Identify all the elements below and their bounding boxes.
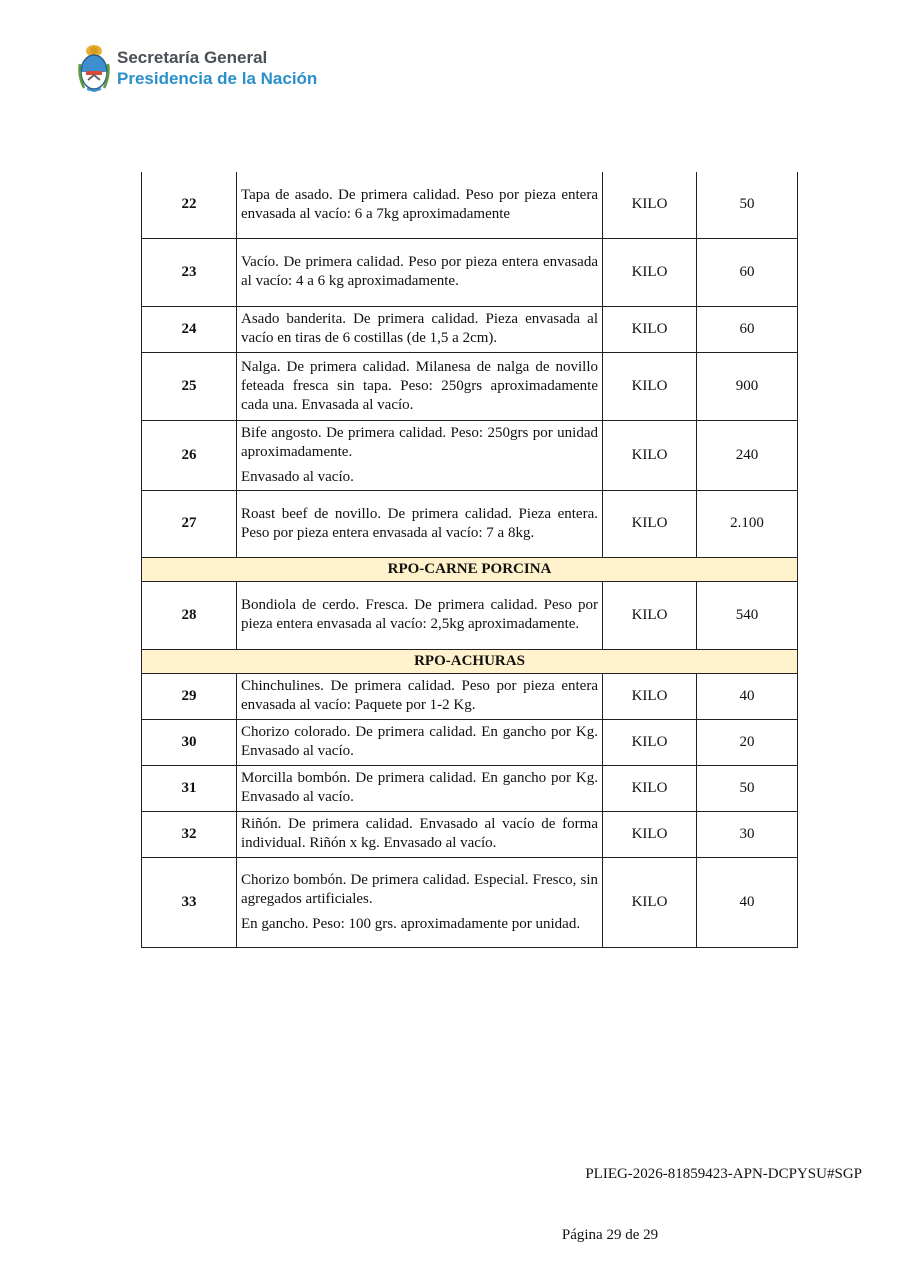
table-row — [142, 857, 798, 947]
item-description — [237, 352, 603, 420]
item-description — [237, 581, 603, 649]
item-unit: KILO — [603, 811, 697, 857]
item-quantity: 60 — [697, 306, 798, 352]
description-paragraph: Chorizo colorado. De primera calidad. En gancho por Kg. Envasado al vacío. — [241, 724, 598, 759]
description-paragraph: Morcilla bombón. De primera calidad. En gancho por Kg. Envasado al vacío. — [241, 770, 598, 805]
item-number: 29 — [142, 673, 237, 719]
header-title: Secretaría General — [117, 48, 268, 67]
item-number: 31 — [142, 765, 237, 811]
item-description — [237, 420, 603, 490]
item-number: 24 — [142, 306, 237, 352]
description-paragraph: Chinchulines. De primera calidad. Peso por pieza entera envasada al vacío: Paquete por 1-2 Kg. — [241, 678, 598, 713]
description-paragraph: En gancho. Peso: 100 grs. aproximadamente por unidad. — [241, 915, 581, 932]
table-row — [142, 172, 798, 238]
table-row — [142, 352, 798, 420]
item-unit: KILO — [603, 719, 697, 765]
description-paragraph: Bondiola de cerdo. Fresca. De primera calidad. Peso por pieza entera envasada al vacío: 2,5kg aproximadamente. — [241, 597, 598, 632]
item-quantity: 20 — [697, 719, 798, 765]
item-number: 23 — [142, 238, 237, 306]
item-description — [237, 490, 603, 557]
item-quantity: 240 — [697, 420, 798, 490]
section-header-row — [142, 557, 798, 581]
section-header-row — [142, 649, 798, 673]
item-unit: KILO — [603, 420, 697, 490]
items-table — [141, 172, 798, 948]
item-quantity: 40 — [697, 673, 798, 719]
item-quantity: 900 — [697, 352, 798, 420]
table-row — [142, 238, 798, 306]
item-unit: KILO — [603, 306, 697, 352]
item-quantity: 30 — [697, 811, 798, 857]
table-row — [142, 490, 798, 557]
table-row — [142, 811, 798, 857]
item-description — [237, 238, 603, 306]
item-number: 28 — [142, 581, 237, 649]
item-quantity: 60 — [697, 238, 798, 306]
item-quantity: 2.100 — [697, 490, 798, 557]
item-quantity: 540 — [697, 581, 798, 649]
description-paragraph: Vacío. De primera calidad. Peso por pieza entera envasada al vacío: 4 a 6 kg aproximadamente. — [241, 254, 598, 289]
item-number: 27 — [142, 490, 237, 557]
item-unit: KILO — [603, 172, 697, 238]
table-row — [142, 306, 798, 352]
description-paragraph: Bife angosto. De primera calidad. Peso: 250grs por unidad aproximadamente. — [241, 424, 598, 460]
table-row — [142, 765, 798, 811]
item-number: 22 — [142, 172, 237, 238]
page-number: Página 29 de 29 — [561, 1227, 659, 1243]
item-number: 26 — [142, 420, 237, 490]
item-number: 32 — [142, 811, 237, 857]
item-unit: KILO — [603, 238, 697, 306]
item-number: 30 — [142, 719, 237, 765]
item-number: 33 — [142, 857, 237, 947]
item-unit: KILO — [603, 490, 697, 557]
description-paragraph: Roast beef de novillo. De primera calidad. Pieza entera. Peso por pieza entera envasada al vacío: 7 a 8kg. — [241, 505, 598, 541]
item-unit: KILO — [603, 352, 697, 420]
section-label: RPO-ACHURAS — [142, 649, 798, 673]
national-coat-of-arms-icon — [78, 44, 110, 92]
item-quantity: 50 — [697, 172, 798, 238]
item-number: 25 — [142, 352, 237, 420]
description-paragraph: Chorizo bombón. De primera calidad. Especial. Fresco, sin agregados artificiales. — [241, 871, 598, 907]
description-paragraph: Nalga. De primera calidad. Milanesa de nalga de novillo feteada fresca sin tapa. Peso: 250grs aproximadamente cada una. Envasada al vacío. — [241, 358, 598, 413]
item-description — [237, 857, 603, 947]
item-description — [237, 719, 603, 765]
header-subtitle: Presidencia de la Nación — [117, 69, 318, 88]
item-description — [237, 172, 603, 238]
item-description — [237, 765, 603, 811]
document-id: PLIEG-2026-81859423-APN-DCPYSU#SGP — [585, 1166, 862, 1182]
table-row — [142, 581, 798, 649]
item-unit: KILO — [603, 581, 697, 649]
table-row — [142, 719, 798, 765]
page-header — [78, 44, 317, 92]
item-quantity: 40 — [697, 857, 798, 947]
item-description — [237, 306, 603, 352]
table-row — [142, 673, 798, 719]
item-description — [237, 673, 603, 719]
description-paragraph: Tapa de asado. De primera calidad. Peso por pieza entera envasada al vacío: 6 a 7kg aproximadamente — [241, 186, 598, 222]
description-paragraph: Riñón. De primera calidad. Envasado al vacío de forma individual. Riñón x kg. Envasado al vacío. — [241, 816, 598, 851]
item-unit: KILO — [603, 765, 697, 811]
item-description — [237, 811, 603, 857]
description-paragraph: Asado banderita. De primera calidad. Pieza envasada al vacío en tiras de 6 costillas (de 1,5 a 2cm). — [241, 311, 598, 346]
item-unit: KILO — [603, 857, 697, 947]
section-label: RPO-CARNE PORCINA — [142, 557, 798, 581]
table-row — [142, 420, 798, 490]
description-paragraph: Envasado al vacío. — [241, 468, 354, 485]
item-quantity: 50 — [697, 765, 798, 811]
item-unit: KILO — [603, 673, 697, 719]
